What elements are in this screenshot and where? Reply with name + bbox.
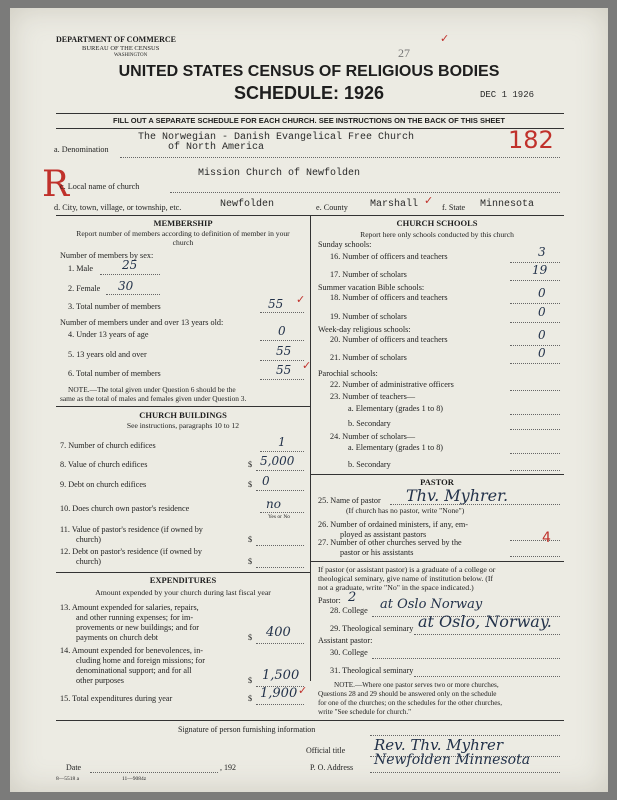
q7-value: 1 [278,435,286,449]
q27-label: 27. Number of other churches served by the [318,538,462,547]
q14-dollar: $ [248,676,253,685]
q14-value: 1,500 [262,668,300,683]
q19-value: 0 [538,305,546,319]
q2-value: 30 [118,279,134,293]
expenditures-sub: Amount expended by your church during last fiscal year [95,588,271,597]
q13-label-4: payments on church debt [76,633,159,642]
date-year: , 192 [220,763,236,772]
print-number: 11—9084z [122,776,147,782]
buildings-sub: See instructions, paragraphs 10 to 12 [126,421,240,430]
margin-r-mark: R [42,164,70,205]
q15-label: 15. Total expenditures during year [60,694,173,703]
q6-value: 55 [276,363,292,377]
q30-label: 30. College [330,648,368,657]
q14-label-3: denominational support; and for all [76,666,192,675]
church-name: Mission Church of Newfolden [198,168,361,179]
membership-note-line2: same as the total of males and females given under Question 3. [60,394,247,403]
schools-sub: Report here only schools conducted by this church [360,230,514,239]
q14-label: 14. Amount expended for benevolences, in- [60,646,204,655]
official-title-label: Official title [306,746,346,755]
q22-label: 22. Number of administrative officers [330,380,454,389]
signature-label: Signature of person furnishing information [178,725,316,734]
pastor-name-value: Thv. Myhrer. [406,486,509,505]
assistant-pastor-subhead: Assistant pastor: [318,636,373,645]
state-label: f. State [442,203,466,212]
q24a-label: a. Elementary (grades 1 to 8) [348,443,444,452]
state-value: Minnesota [480,199,535,210]
q2-label: 2. Female [68,284,101,293]
q9-label: 9. Debt on church edifices [60,480,147,489]
q4-label: 4. Under 13 years of age [68,330,149,339]
q21-label: 21. Number of scholars [330,353,407,362]
q13-dollar: $ [248,633,253,642]
q10-value: no [266,497,281,511]
pastor-note-3: for one of the churches; on the schedules for the other churches, [318,699,503,707]
q25-label: 25. Name of pastor [318,496,381,505]
county-value: Marshall [370,199,419,210]
q9-value: 0 [262,474,270,488]
q18-label: 18. Number of officers and teachers [330,293,448,302]
q12-dollar: $ [248,557,253,566]
q26-label: 26. Number of ordained ministers, if any, em- [318,520,468,529]
schools-heading: CHURCH SCHOOLS [396,218,478,228]
q20-label: 20. Number of officers and teachers [330,335,448,344]
q13-label: 13. Amount expended for salaries, repairs, [60,603,199,612]
q14-label-4: other purposes [76,676,124,685]
q12-label: 12. Debt on pastor's residence (if owned by [60,547,202,556]
po-address-label: P. O. Address [310,763,354,772]
q31-label: 31. Theological seminary [330,666,414,675]
pastor-heading: PASTOR [420,477,454,487]
q23a-label: a. Elementary (grades 1 to 8) [348,404,444,413]
q23-label: 23. Number of teachers— [330,392,416,401]
q24b-label: b. Secondary [348,460,391,469]
q13-label-2: and other running expenses; for im- [76,613,194,622]
q20-value: 0 [538,328,546,342]
q17-label: 17. Number of scholars [330,270,407,279]
q18-value: 0 [538,286,546,300]
membership-heading: MEMBERSHIP [153,218,213,228]
city-label: d. City, town, village, or township, etc. [54,203,182,212]
county-label: e. County [316,203,348,212]
q5-value: 55 [276,344,292,358]
q25-note: (If church has no pastor, write "None") [346,506,465,515]
city-value: Newfolden [220,199,275,210]
parochial-schools-label: Parochial schools: [318,369,378,378]
q28-label: 28. College [330,606,368,615]
q29-label: 29. Theological seminary [330,624,414,633]
q9-dollar: $ [248,480,253,489]
q13-value: 400 [266,625,291,640]
q1-value: 25 [122,258,138,272]
q12-label-2: church) [76,557,102,566]
schedule-title: SCHEDULE: 1926 [233,83,385,103]
q17-value: 19 [532,263,548,277]
denomination-label: a. Denomination [54,145,109,154]
membership-note-line1: NOTE.—The total given under Question 6 should be the [68,385,236,394]
seminary-value: at Oslo, Norway. [418,612,552,631]
denomination-code: 182 [508,126,554,154]
graduate-instruction-1: If pastor (or assistant pastor) is a graduate of a college or [318,565,496,574]
expenditures-heading: EXPENDITURES [149,575,217,585]
official-title-value: Rev. Thv. Myhrer [374,736,504,754]
q19-label: 19. Number of scholars [330,312,407,321]
sunday-schools-label: Sunday schools: [318,240,372,249]
church-name-label: c. Local name of church [60,182,140,191]
q15-dollar: $ [248,694,253,703]
pastor-note-1: NOTE.—Where one pastor serves two or more churches, [334,681,499,689]
q11-label-2: church) [76,535,102,544]
census-schedule-sheet: DEPARTMENT OF COMMERCE BUREAU OF THE CENSUS WASHINGTON 27 ✓ UNITED STATES CENSUS OF RELIGIOUS BODIES SCHEDULE: 1926 DEC 1 1926 FILL OUT A SEPARATE SCHEDULE FOR EACH CHURCH. SEE INSTRUCTIONS ON THE BACK OF THIS SHEET The Norwegian - Danish Evangelical Free Church 182 a. Denomination of North America R Mission Church of Newfolden c. Local name of church d. City, town, village, or township, etc. Newfolden e. County Marshall ✓ f. State Minnesota MEMBERSHIP Report number of members according to definition of member in your church Number of members by sex: 1. Male 25 2. Female 30 3. Total number of members 55 ✓ Number of members under and over 13 years old: 4. Under 13 years of age 0 5. 13 years old and over 55 6. Total number of members 55 ✓ NOTE.—The total given under Question 6 should be the same as the total of males and females given under Question 3. CHURCH BUILDINGS See instructions, paragraphs 10 to 12 7. Number of church edifices 1 8. Value of church edifices $ 5,000 9. Debt on church edifices $ 0 10. Does church own pastor's residence no Yes or No 11. Value of pastor's residence (if owned by church) $ 12. Debt on pastor's residence (if owned by church) $ EXPENDITURES Amount expended by your church during last fiscal year 13. Amount expended for salaries, repairs, and other running expenses; for im- provements or new buildings; and for payments on church debt $ 400 14. Amount expended for benevolences, in- cluding home and foreign missions; for denominational support; and for all other purposes $ 1,500 15. Total expenditures during year $ 1,900 ✓ CHURCH SCHOOLS Report here only schools conducted by this church Sunday schools: 16. Number of officers and teachers 3 17. Number of scholars 19 Summer vacation Bible schools: 18. Number of officers and teachers 0 19. Number of scholars 0 Week-day religious schools: 20. Number of officers and teachers 0 21. Number of scholars 0 Parochial schools: 22. Number of administrative officers 23. Number of teachers— a. Elementary (grades 1 to 8) b. Secondary 24. Number of scholars— a. Elementary (grades 1 to 8) b. Secondary PASTOR 25. Name of pastor Thv. Myhrer. (If church has no pastor, write "None") 26. Number of ordained ministers, if any, em- ployed as assistant pastors 27. Number of other churches served by the pastor or his assistants 4 If pastor (or assistant pastor) is a graduate of a college or theological seminary, give name of institution below. (If not a graduate, write "No" in the space indicated.) Pastor: 2 28. College at Oslo Norway 29. Theological seminary at Oslo, Norway. Assistant pastor: 30. College 31. Theological seminary NOTE.—Where one pastor serves two or more churches, Questions 28 and 29 should be answered only on the schedule for one of the churches; on the schedules for the other churches, write "See schedule for church." Signature of person furnishing information Official title Rev. Thv. Myhrer Date , 192 P. O. Address Newfolden Minnesota 8—5518 a 11—9084z [10,8,608,792]
denomination-line2: of North America [168,142,265,153]
q7-label: 7. Number of church edifices [60,441,156,450]
pastor-note-4: write "See schedule for church." [318,708,412,716]
q27-label-2: pastor or his assistants [340,548,414,557]
membership-intro: Report number of members according to definition of member in your church [76,229,290,247]
q16-label: 16. Number of officers and teachers [330,252,448,261]
q23b-label: b. Secondary [348,419,391,428]
q11-dollar: $ [248,535,253,544]
yes-no-hint: Yes or No [268,514,291,520]
q8-value: 5,000 [260,454,295,468]
buildings-heading: CHURCH BUILDINGS [139,410,227,420]
q5-label: 5. 13 years old and over [68,350,147,359]
q21-value: 0 [538,346,546,360]
page-number: 27 [398,46,410,60]
weekday-schools-label: Week-day religious schools: [318,325,411,334]
college-value: at Oslo Norway [380,597,483,612]
q4-value: 0 [278,324,286,338]
city-name: WASHINGTON [114,53,148,58]
q14-label-2: cluding home and foreign missions; for [76,656,205,665]
denomination-line1: The Norwegian - Danish Evangelical Free Church [138,132,415,143]
pastor-subhead: Pastor: [318,596,341,605]
graduate-instruction-3: not a graduate, write "No" in the space indicated.) [318,583,474,592]
members-by-sex-label: Number of members by sex: [60,251,154,260]
q1-label: 1. Male [68,264,94,273]
q16-value: 3 [538,245,546,259]
graduate-instruction-2: theological seminary, give name of institution below. (If [318,574,494,583]
q11-label: 11. Value of pastor's residence (if owned by [60,525,203,534]
q13-label-3: provements or new buildings; and for [76,623,200,632]
department-name: DEPARTMENT OF COMMERCE [56,35,177,44]
po-address-value: Newfolden Minnesota [374,752,531,768]
q6-label: 6. Total number of members [68,369,161,378]
date-label: Date [66,763,82,772]
q27-value: 4 [542,530,551,546]
pastor-note-2: Questions 28 and 29 should be answered only on the schedule [318,690,497,698]
q8-dollar: $ [248,460,253,469]
received-date-stamp: DEC 1 1926 [480,90,535,100]
q15-value: 1,900 [260,686,298,701]
summer-schools-label: Summer vacation Bible schools: [318,283,425,292]
bureau-name: BUREAU OF THE CENSUS [82,45,160,52]
instructions-banner: FILL OUT A SEPARATE SCHEDULE FOR EACH CHURCH. SEE INSTRUCTIONS ON THE BACK OF THIS SHEET [113,116,505,125]
form-number: 8—5518 a [56,776,80,782]
q10-label: 10. Does church own pastor's residence [60,504,190,513]
q26-label-2: ployed as assistant pastors [340,530,427,539]
age-heading: Number of members under and over 13 years old: [60,318,224,327]
form-title: UNITED STATES CENSUS OF RELIGIOUS BODIES [118,63,500,80]
q8-label: 8. Value of church edifices [60,460,148,469]
q3-value: 55 [268,297,284,311]
q3-label: 3. Total number of members [68,302,161,311]
q24-label: 24. Number of scholars— [330,432,416,441]
pastor-mark: 2 [348,590,357,605]
